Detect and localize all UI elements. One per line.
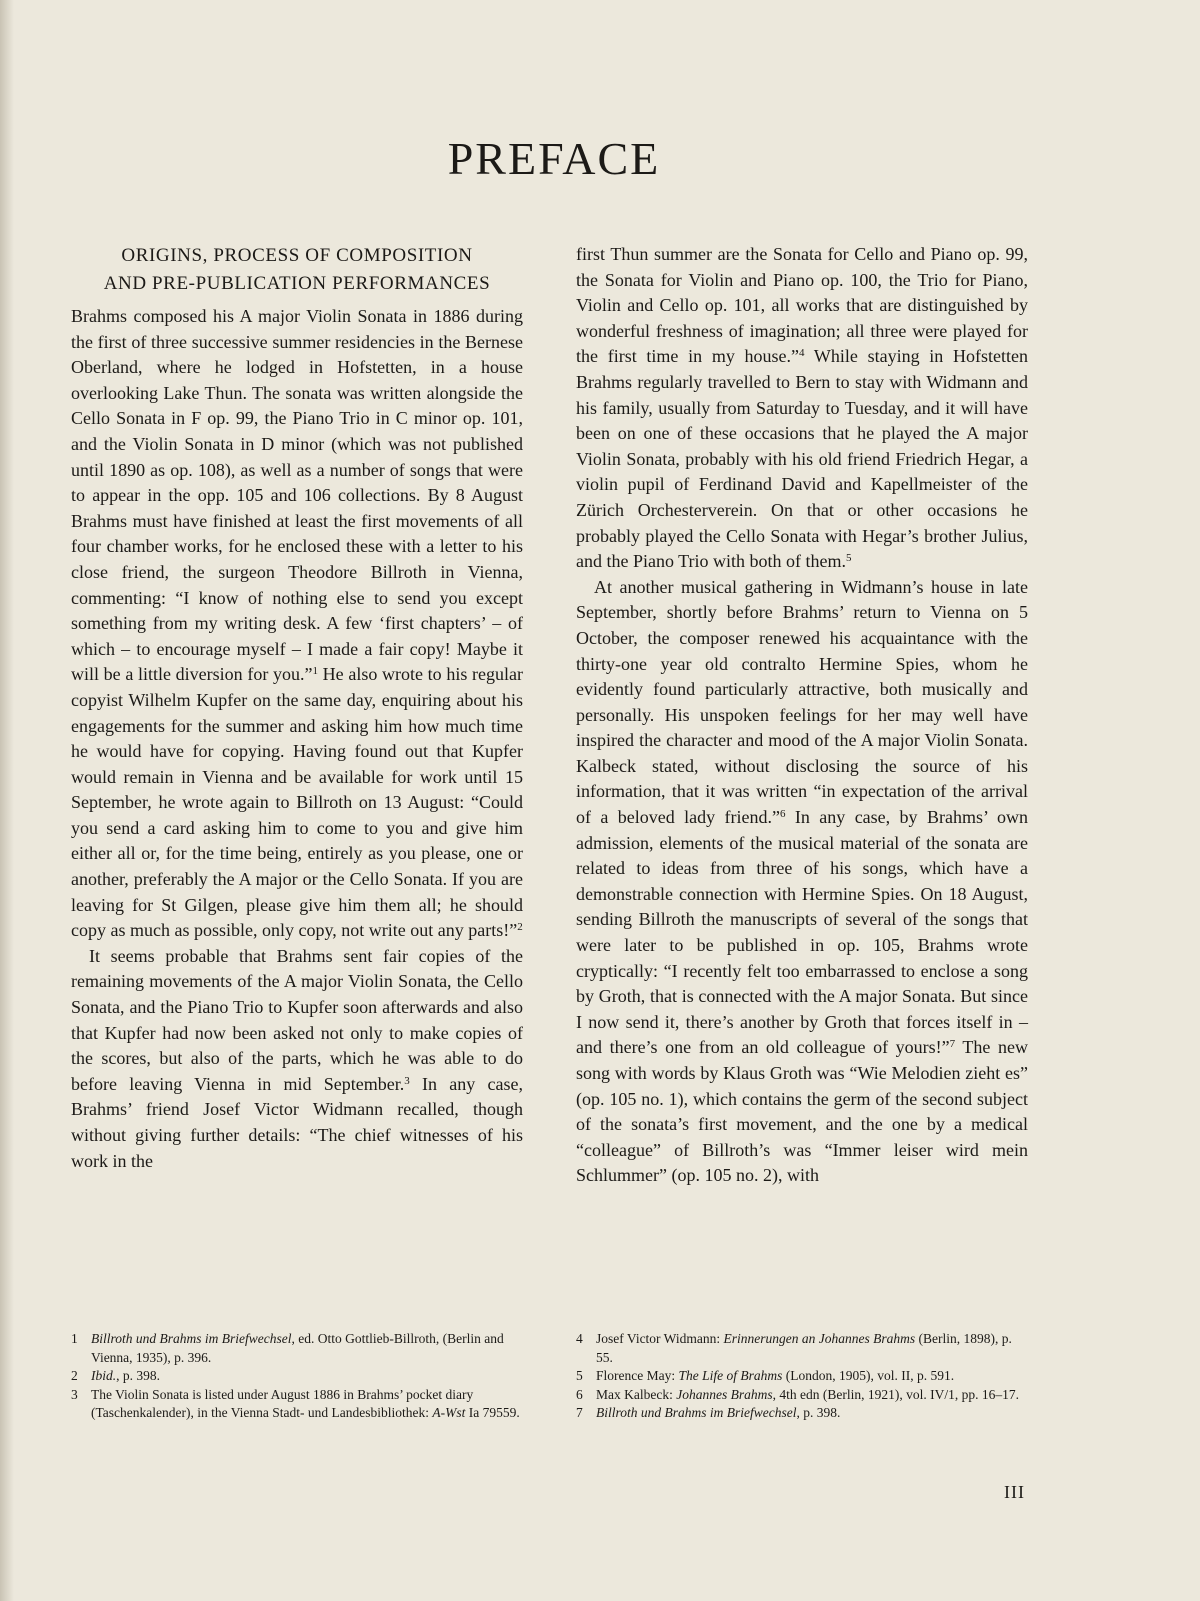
footnote-title: A-Wst (432, 1405, 466, 1420)
footnote-text: , 4th edn (Berlin, 1921), vol. IV/1, pp. 16–17. (772, 1386, 1019, 1402)
footnote-ref: 1 (312, 665, 318, 678)
paragraph (71, 304, 523, 944)
footnote-number: 2 (71, 1368, 78, 1383)
paragraph-text: In any case, Brahms’ friend Josef Victor Widmann recalled, though without giving further details: “The chief witnesses of his work in the (71, 1073, 523, 1171)
left-column (71, 242, 523, 1174)
footnote-text: , p. 398. (796, 1405, 841, 1420)
footnote-text: The Violin Sonata is listed under August 1886 in Brahms’ pocket diary (Taschenkalender), in the Vienna Stadt- und Landesbibliothek: (91, 1386, 474, 1420)
footnote-ref: 4 (799, 347, 805, 360)
footnote-number: 5 (576, 1368, 583, 1383)
paragraph-text: It seems probable that Brahms sent fair copies of the remaining movements of the A major Violin Sonata, the Cello Sonata, and the Piano Trio to Kupfer soon afterwards and also that Kupfer had now been asked not only to make copies of the scores, but also of the parts, which he was able to do before leaving Vienna in mid September. (71, 945, 523, 1094)
footnote-text: (London, 1905), vol. II, p. 591. (782, 1368, 955, 1383)
paragraph (576, 575, 1028, 1189)
footnote-text: Florence May: (596, 1368, 679, 1383)
footnote-ref: 3 (404, 1074, 410, 1087)
footnote-text: Ia 79559. (465, 1405, 520, 1420)
footnote (576, 1367, 1028, 1386)
footnote-text: (Berlin, 1898), p. 55. (596, 1331, 1012, 1365)
footnote-text: , ed. Otto Gottlieb-Billroth, (Berlin and Vienna, 1935), p. 396. (91, 1331, 504, 1365)
section-heading-line-1: ORIGINS, PROCESS OF COMPOSITION (121, 245, 473, 266)
paragraph-text: The new song with words by Klaus Groth was “Wie Melodien zieht es” (op. 105 no. 1), which contains the germ of the second subject of the sonata’s first movement, and the one by a medical “colleague” of Billroth’s was “Immer leiser wird mein Schlummer” (op. 105 no. 2), with (576, 1037, 1028, 1186)
footnote-ref: 6 (780, 808, 786, 821)
footnote-number: 3 (71, 1386, 78, 1402)
footnote-number: 4 (576, 1331, 583, 1346)
footnote-number: 6 (576, 1386, 583, 1402)
footnote-title: Erinnerungen an Johannes Brahms (723, 1331, 916, 1346)
footnote (71, 1330, 523, 1367)
footnotes-left (71, 1330, 523, 1423)
footnote-title: The Life of Brahms (678, 1368, 783, 1383)
footnote (576, 1386, 1028, 1405)
paragraph-text: While staying in Hofstetten Brahms regularly travelled to Bern to stay with Widmann and his family, usually from Saturday to Tuesday, and it will have been on one of these occasions that he played the A major Violin Sonata, probably with his old friend Friedrich Hegar, a violin pupil of Ferdinand David and Kapellmeister of the Zürich Orchesterverein. On that or other occasions he probably played the Cello Sonata with Hegar’s brother Julius, and the Piano Trio with both of them. (576, 346, 1028, 572)
paragraph-text: first Thun summer are the Sonata for Cello and Piano op. 99, the Sonata for Violin and Piano op. 100, the Trio for Piano, Violin and Cello op. 101, all works that are distinguished by wonderful freshness of imagination; all three were played for the first time in my house.” (576, 244, 1028, 367)
paragraph-text: In any case, by Brahms’ own admission, elements of the musical material of the sonata are related to ideas from three of his songs, which have a demonstrable connection with Hermine Spies. On 18 August, sending Billroth the manuscripts of several of the songs that were later to be published in op. 105, Brahms wrote cryptically: “I recently felt too embarrassed to enclose a song by Groth, that is connected with the A major Sonata. But since I now send it, there’s another by Groth that forces itself in – and there’s one from an old colleague of yours!” (576, 807, 1029, 1058)
footnote (71, 1367, 523, 1386)
footnote (576, 1330, 1028, 1367)
footnotes-right (576, 1330, 1028, 1423)
section-heading-line-2: AND PRE-PUBLICATION PERFORMANCES (103, 273, 491, 294)
paragraph (71, 944, 523, 1174)
paragraph-text: Brahms composed his A major Violin Sonata in 1886 during the first of three successive summer residencies in the Bernese Oberland, where he lodged in Hofstetten, in a house overlooking Lake Thun. The sonata was written alongside the Cello Sonata in F op. 99, the Piano Trio in C minor op. 101, and the Violin Sonata in D minor (which was not published until 1890 as op. 108), as well as a number of songs that were to appear in the opp. 105 and 106 collections. By 8 August Brahms must have finished at least the first movements of all four chamber works, for he enclosed these with a letter to his close friend, the surgeon Theodore Billroth in Vienna, commenting: “I know of nothing else to send you except something from my writing desk. A few ‘first chapters’ – of which – to encourage myself – I made a fair copy! Maybe it will be a little diversion for you.” (71, 306, 523, 685)
footnote-title: Johannes Brahms (676, 1386, 773, 1402)
footnote-ref: 7 (949, 1038, 956, 1051)
page-title: PREFACE (447, 133, 661, 184)
footnote-text: Josef Victor Widmann: (596, 1331, 724, 1346)
right-column (576, 242, 1028, 1189)
section-heading (71, 242, 523, 298)
footnote-title: Ibid. (91, 1368, 117, 1383)
paragraph (576, 242, 1028, 575)
footnote-number: 1 (71, 1331, 78, 1346)
footnote-ref: 2 (517, 921, 523, 934)
footnote-title: Billroth und Brahms im Briefwechsel (596, 1405, 797, 1420)
footnote-number: 7 (576, 1405, 583, 1420)
footnote (576, 1404, 1028, 1423)
footnote-title: Billroth und Brahms im Briefwechsel (91, 1331, 292, 1346)
paragraph-text: He also wrote to his regular copyist Wilhelm Kupfer on the same day, enquiring about his engagements for the summer and asking him how much time he would have for copying. Having found out that Kupfer would remain in Vienna and be available for work until 15 September, he wrote again to Billroth on 13 August: “Could you send a card asking him to come to you and give him either all or, for the time being, entirely as you please, one or another, preferably the A major or the Cello Sonata. If you are leaving for St Gilgen, please give him them all; he should copy as much as possible, only copy, not write out any parts!” (71, 664, 523, 941)
page-edge-shadow (0, 0, 14, 1601)
footnote-text: Max Kalbeck: (596, 1386, 677, 1402)
footnote-text: , p. 398. (116, 1368, 160, 1383)
page-number: III (1004, 1482, 1025, 1502)
footnote (71, 1386, 523, 1423)
footnote-ref: 5 (846, 552, 852, 565)
paragraph-text: At another musical gathering in Widmann’s house in late September, shortly before Brahms’ return to Vienna on 5 October, the composer renewed his acquaintance with the thirty-one year old contralto Hermine Spies, whom he evidently found particularly attractive, both musically and personally. His unspoken feelings for her may well have inspired the character and mood of the A major Violin Sonata. Kalbeck stated, without disclosing the source of his information, that it was written “in expectation of the arrival of a beloved lady friend.” (576, 576, 1028, 828)
